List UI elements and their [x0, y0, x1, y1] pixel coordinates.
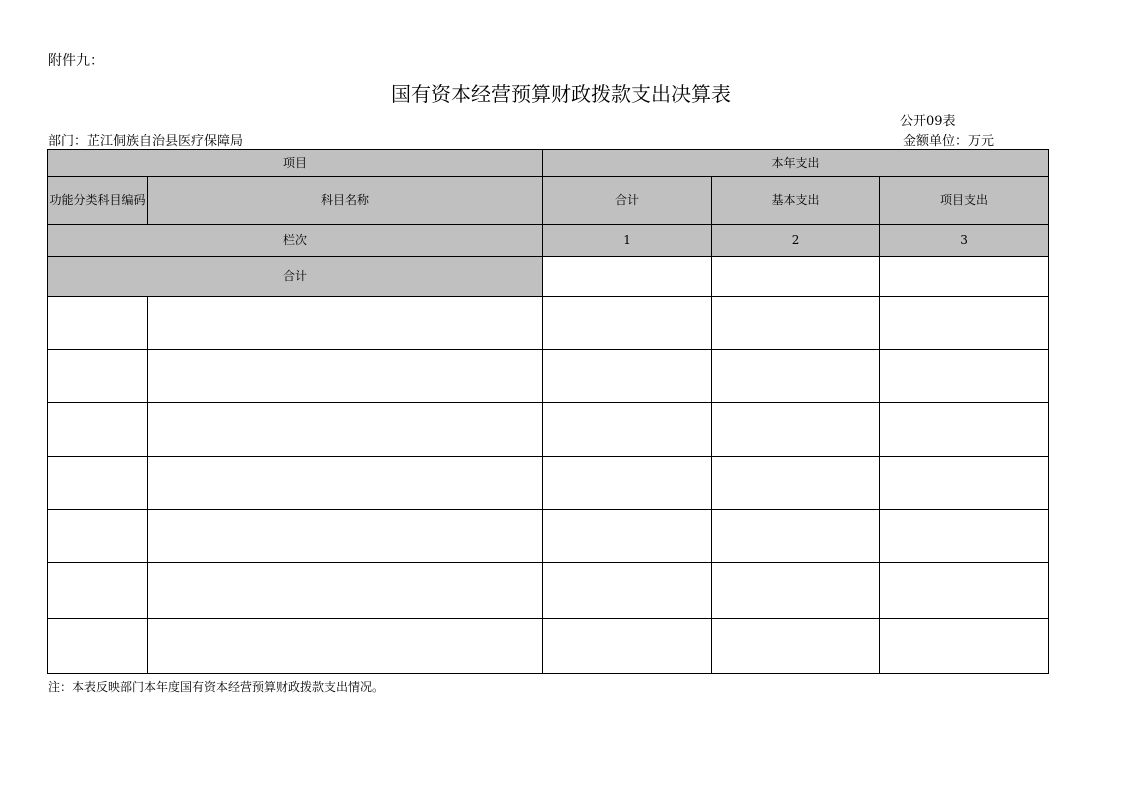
project-cell	[880, 297, 1049, 350]
code-cell	[48, 563, 148, 619]
header-total: 合计	[543, 177, 712, 225]
name-cell	[148, 457, 543, 510]
name-cell	[148, 350, 543, 403]
header-current-year: 本年支出	[543, 150, 1049, 177]
header-code: 功能分类科目编码	[48, 177, 148, 225]
index-label: 栏次	[48, 225, 543, 257]
code-cell	[48, 619, 148, 674]
table-id: 公开09表	[900, 114, 956, 129]
total-cell	[543, 563, 712, 619]
unit-label: 金额单位：万元	[903, 134, 995, 149]
table-row	[48, 403, 1049, 457]
table-row	[48, 619, 1049, 674]
header-basic: 基本支出	[712, 177, 880, 225]
basic-cell	[712, 510, 880, 563]
project-cell	[880, 619, 1049, 674]
total-cell	[543, 510, 712, 563]
total-row	[48, 257, 1049, 297]
table-row	[48, 457, 1049, 510]
code-cell	[48, 457, 148, 510]
basic-cell	[712, 403, 880, 457]
table-row	[48, 350, 1049, 403]
table-row	[48, 563, 1049, 619]
basic-cell	[712, 297, 880, 350]
project-cell	[880, 403, 1049, 457]
index-2: 2	[712, 225, 880, 257]
total-cell	[543, 457, 712, 510]
basic-cell	[712, 563, 880, 619]
total-cell	[543, 350, 712, 403]
name-cell	[148, 510, 543, 563]
name-cell	[148, 297, 543, 350]
index-1: 1	[543, 225, 712, 257]
total-value-cell	[543, 257, 712, 297]
table-row	[48, 510, 1049, 563]
total-cell	[543, 619, 712, 674]
project-cell	[880, 350, 1049, 403]
header-item: 项目	[48, 150, 543, 177]
page-title: 国有资本经营预算财政拨款支出决算表	[391, 82, 731, 106]
total-cell	[543, 297, 712, 350]
name-cell	[148, 563, 543, 619]
basic-cell	[712, 619, 880, 674]
name-cell	[148, 403, 543, 457]
project-cell	[880, 563, 1049, 619]
budget-table	[47, 149, 1049, 674]
code-cell	[48, 510, 148, 563]
total-value-cell	[880, 257, 1049, 297]
total-value-cell	[712, 257, 880, 297]
total-row-label: 合计	[48, 257, 543, 297]
code-cell	[48, 297, 148, 350]
name-cell	[148, 619, 543, 674]
basic-cell	[712, 350, 880, 403]
project-cell	[880, 457, 1049, 510]
table-row	[48, 297, 1049, 350]
project-cell	[880, 510, 1049, 563]
header-name: 科目名称	[148, 177, 543, 225]
total-cell	[543, 403, 712, 457]
basic-cell	[712, 457, 880, 510]
annex-label: 附件九：	[48, 53, 104, 69]
department-label: 部门：芷江侗族自治县医疗保障局	[48, 134, 244, 149]
code-cell	[48, 403, 148, 457]
index-row	[48, 225, 1049, 257]
index-3: 3	[880, 225, 1049, 257]
header-row-2	[48, 177, 1049, 225]
code-cell	[48, 350, 148, 403]
header-row-1	[48, 150, 1049, 177]
header-project: 项目支出	[880, 177, 1049, 225]
footnote: 注：本表反映部门本年度国有资本经营预算财政拨款支出情况。	[48, 680, 385, 694]
